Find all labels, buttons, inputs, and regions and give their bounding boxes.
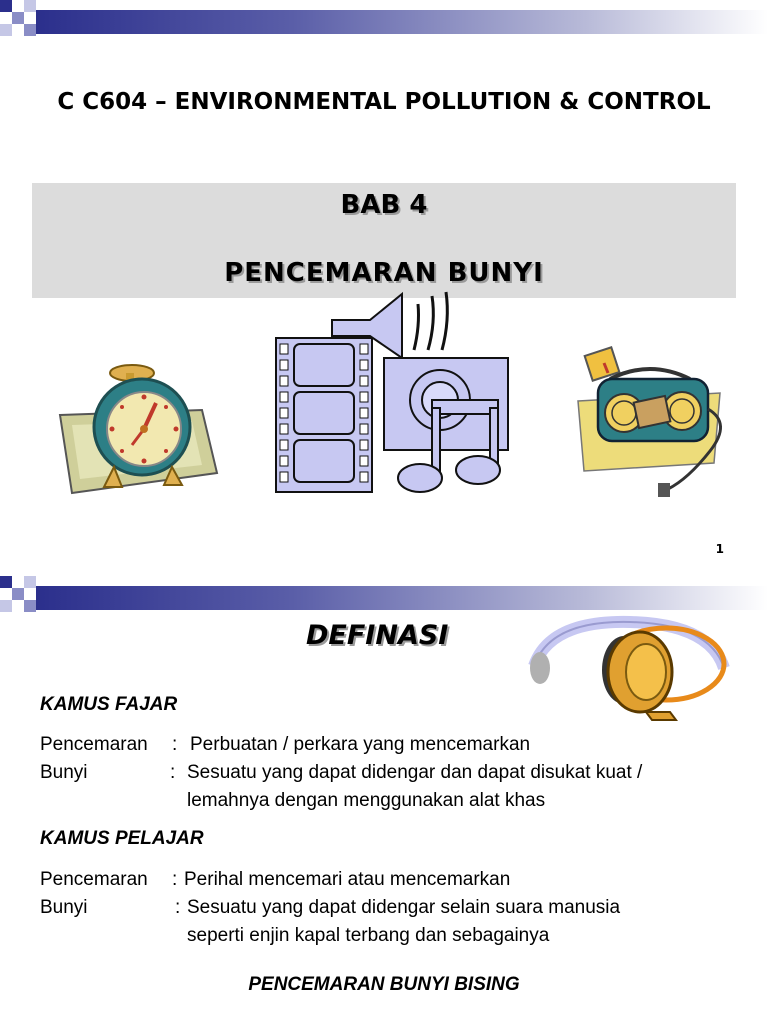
film-speaker-music-icon [272,288,512,498]
boombox-radio-icon [570,343,730,503]
term-bunyi: Bunyi [40,762,88,783]
definition-text: Perihal mencemari atau mencemarkan [184,869,511,890]
course-title: C C604 – ENVIRONMENTAL POLLUTION & CONTROL [57,89,711,115]
bottom-heading: PENCEMARAN BUNYI BISING [248,974,520,995]
header-square [24,24,36,36]
slide-2 [0,576,768,1024]
kamus-fajar-label: KAMUS FAJAR [40,694,178,715]
term-separator: : [172,734,178,755]
definition-continuation: seperti enjin kapal terbang dan sebagainya [187,925,550,946]
term-separator: : [170,762,176,783]
term-pencemaran: Pencemaran [40,869,148,890]
page-number: 1 [715,542,724,556]
header-gradient-bar [36,586,768,610]
term-separator: : [172,869,178,890]
header-gradient-bar [36,10,768,34]
term-pencemaran: Pencemaran [40,734,148,755]
header-square [0,0,12,12]
header-square [0,600,12,612]
header-square [0,576,12,588]
header-square [12,12,24,24]
kamus-pelajar-label: KAMUS PELAJAR [40,828,204,849]
definition-continuation: lemahnya dengan menggunakan alat khas [187,790,546,811]
definition-text: Sesuatu yang dapat didengar dan dapat disukat kuat / [187,762,643,783]
term-separator: : [175,897,181,918]
headphones-icon [520,612,732,724]
header-square [12,588,24,600]
header-square [24,0,36,12]
definition-text: Sesuatu yang dapat didengar selain suara manusia [187,897,621,918]
term-bunyi: Bunyi [40,897,88,918]
header-square [24,576,36,588]
header-square [0,24,12,36]
definition-text: Perbuatan / perkara yang mencemarkan [190,734,531,755]
section-heading: DEFINASI [306,620,449,651]
alarm-clock-icon [52,355,222,495]
chapter-title: PENCEMARAN BUNYI [224,258,544,288]
header-square [24,600,36,612]
chapter-number: BAB 4 [340,190,428,220]
